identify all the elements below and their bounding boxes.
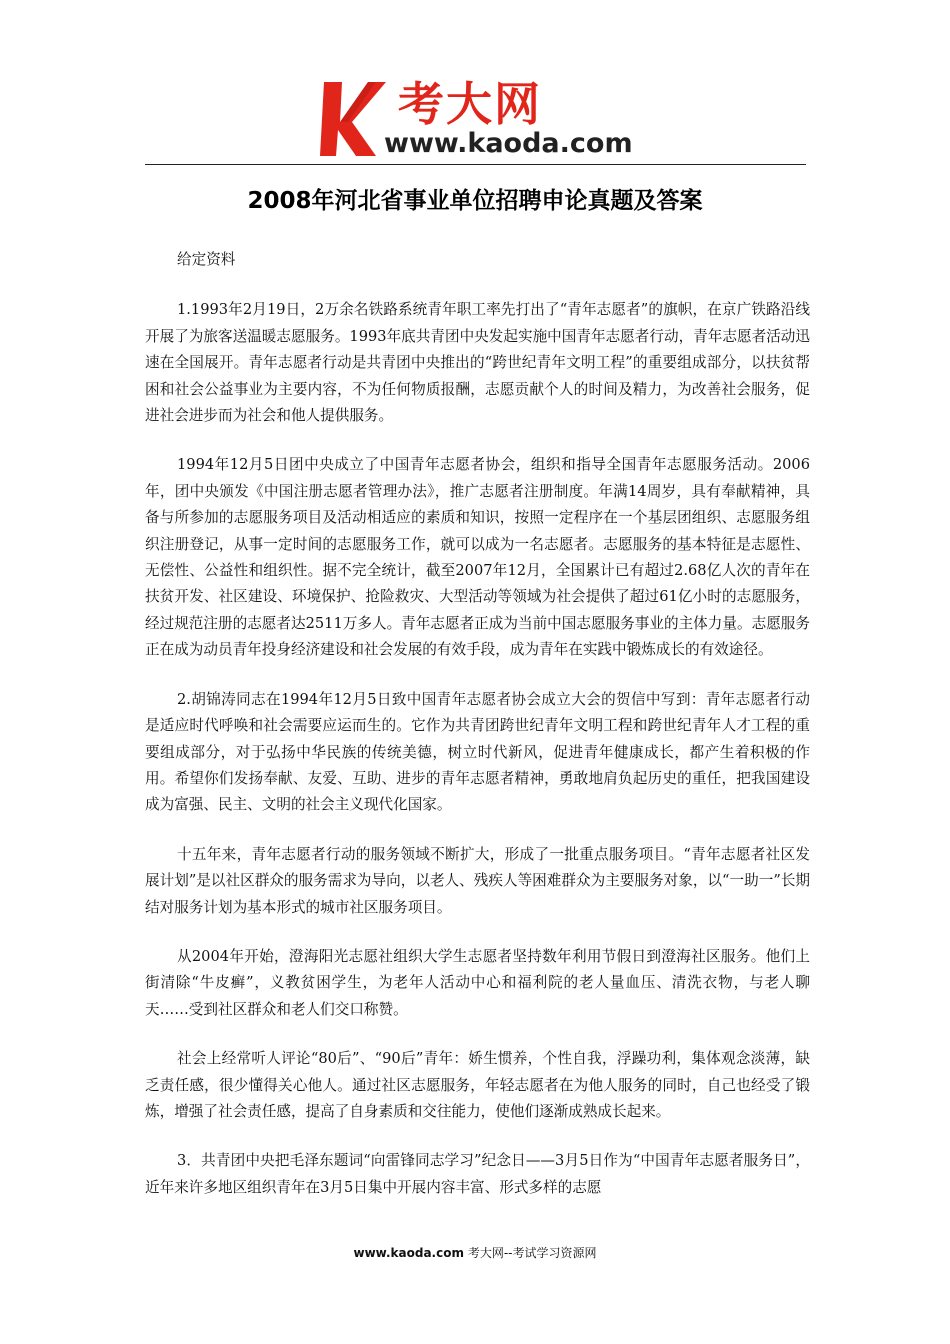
kaoda-k-logo-icon (318, 78, 388, 158)
document-body (145, 247, 810, 1227)
site-logo[interactable] (318, 78, 648, 160)
paragraph: 1.1993年2月19日，2万余名铁路系统青年职工率先打出了“青年志愿者”的旗帜，在京广铁路沿线开展了为旅客送温暖志愿服务。1993年底共青团中央发起实施中国青年志愿者行动，青年志愿者活动迅速在全国展开。青年志愿者行动是共青团中央推出的“跨世纪青年文明工程”的重要组成部分，以扶贫帮困和社会公益事业为主要内容，不为任何物质报酬，志愿贡献个人的时间及精力，为改善社会服务，促进社会进步而为社会和他人提供服务。 (145, 301, 810, 425)
header-divider (145, 164, 806, 165)
paragraph: 从2004年开始，澄海阳光志愿社组织大学生志愿者坚持数年利用节假日到澄海社区服务。他们上街清除“牛皮癣”，义教贫困学生，为老年人活动中心和福利院的老人量血压、清洗衣物，与老人聊天……受到社区群众和老人们交口称赞。 (145, 947, 810, 1018)
footer-text: 考大网--考试学习资源网 (467, 1246, 597, 1260)
logo-url: www.kaoda.com (384, 128, 633, 159)
logo-cn-name: 考大网 (398, 77, 542, 131)
paragraph: 2.胡锦涛同志在1994年12月5日致中国青年志愿者协会成立大会的贺信中写到：青年志愿者行动是适应时代呼唤和社会需要应运而生的。它作为共青团跨世纪青年文明工程和跨世纪青年人才工程的重要组成部分，对于弘扬中华民族的传统美德，树立时代新风，促进青年健康成长，都产生着积极的作用。希望你们发扬奉献、友爱、互助、进步的青年志愿者精神，勇敢地肩负起历史的重任，把我国建设成为富强、民主、文明的社会主义现代化国家。 (145, 690, 810, 814)
section-label: 给定资料 (177, 251, 236, 268)
footer-url-link[interactable]: www.kaoda.com (353, 1246, 464, 1260)
paragraph: 1994年12月5日团中央成立了中国青年志愿者协会，组织和指导全国青年志愿服务活动。2006年，团中央颁发《中国注册志愿者管理办法》，推广志愿者注册制度。年满14周岁，具有奉献精神，具备与所参加的志愿服务项目及活动相适应的素质和知识，按照一定程序在一个基层团组织、志愿服务组织注册登记，从事一定时间的志愿服务工作，就可以成为一名志愿者。志愿服务的基本特征是志愿性、无偿性、公益性和组织性。据不完全统计，截至2007年12月，全国累计已有超过2.68亿人次的青年在扶贫开发、社区建设、环境保护、抢险救灾、大型活动等领域为社会提供了超过61亿小时的志愿服务，经过规范注册的志愿者达2511万多人。青年志愿者正成为当前中国志愿服务事业的主体力量。志愿服务正在成为动员青年投身经济建设和社会发展的有效手段，成为青年在实践中锻炼成长的有效途径。 (145, 456, 810, 659)
page-footer (0, 1244, 950, 1262)
paragraph: 3．共青团中央把毛泽东题词“向雷锋同志学习”纪念日——3月5日作为“中国青年志愿者服务日”，近年来许多地区组织青年在3月5日集中开展内容丰富、形式多样的志愿 (145, 1152, 810, 1196)
paragraph: 社会上经常听人评论“80后”、“90后”青年：娇生惯养，个性自我，浮躁功利，集体观念淡薄，缺乏责任感，很少懂得关心他人。通过社区志愿服务，年轻志愿者在为他人服务的同时，自己也经受了锻炼，增强了社会责任感，提高了自身素质和交往能力，使他们逐渐成熟成长起来。 (145, 1050, 810, 1120)
paragraph: 十五年来，青年志愿者行动的服务领域不断扩大，形成了一批重点服务项目。“青年志愿者社区发展计划”是以社区群众的服务需求为导向，以老人、残疾人等困难群众为主要服务对象，以“一助一”长期结对服务计划为基本形式的城市社区服务项目。 (145, 845, 810, 916)
document-title: 2008年河北省事业单位招聘申论真题及答案 (247, 188, 703, 214)
